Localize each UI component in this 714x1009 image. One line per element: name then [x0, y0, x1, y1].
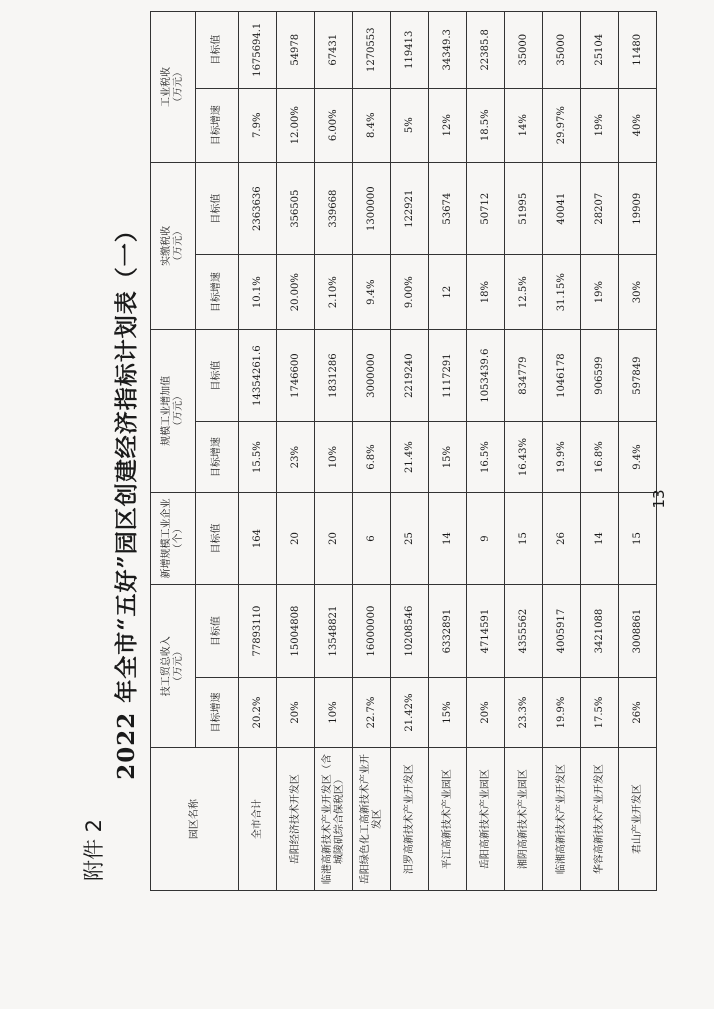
- table-cell: 25104: [581, 12, 619, 89]
- table-cell: 13548821: [315, 585, 353, 678]
- table-cell: 356505: [277, 162, 315, 255]
- header-group-tax: 实缴税收 （万元）: [151, 162, 196, 329]
- table-cell: 122921: [391, 162, 429, 255]
- header-group-industrial-tax: 工业税收 （万元）: [151, 12, 196, 163]
- table-cell: 1746600: [277, 329, 315, 422]
- table-cell: 35000: [505, 12, 543, 89]
- table-cell: 20.2%: [239, 677, 277, 747]
- table-row: [239, 12, 277, 891]
- header-value: 目标值: [196, 492, 239, 585]
- table-cell: 23.3%: [505, 677, 543, 747]
- table-cell: 34349.3: [429, 12, 467, 89]
- table-row: [353, 12, 391, 891]
- table-cell: 15004808: [277, 585, 315, 678]
- table-cell: 2219240: [391, 329, 429, 422]
- table-cell: 2363636: [239, 162, 277, 255]
- table-cell: 19.9%: [543, 422, 581, 492]
- table-row: [315, 12, 353, 891]
- table-cell: 26: [543, 492, 581, 585]
- table-cell: 19%: [581, 255, 619, 329]
- table-cell: 1046178: [543, 329, 581, 422]
- table-cell: 7.9%: [239, 88, 277, 162]
- header-growth: 目标增速: [196, 677, 239, 747]
- table-cell: 11480: [619, 12, 657, 89]
- table-cell: 77893110: [239, 585, 277, 678]
- park-name-cell: 平江高新技术产业园区: [429, 748, 467, 891]
- table-cell: 906599: [581, 329, 619, 422]
- header-group-revenue: 技工贸总收入 （万元）: [151, 585, 196, 748]
- table-cell: 8.4%: [353, 88, 391, 162]
- park-name-cell: 岳阳经济技术开发区: [277, 748, 315, 891]
- table-cell: 14: [429, 492, 467, 585]
- table-cell: 16.8%: [581, 422, 619, 492]
- table-cell: 22.7%: [353, 677, 391, 747]
- table-cell: 1117291: [429, 329, 467, 422]
- table-cell: 3000000: [353, 329, 391, 422]
- park-name-cell: 临湘高新技术产业开发区: [543, 748, 581, 891]
- table-cell: 1270553: [353, 12, 391, 89]
- park-name-cell: 岳阳高新技术产业园区: [467, 748, 505, 891]
- table-cell: 67431: [315, 12, 353, 89]
- table-row: [277, 12, 315, 891]
- header-park-name: 园区名称: [151, 748, 239, 891]
- table-cell: 14%: [505, 88, 543, 162]
- table-cell: 1053439.6: [467, 329, 505, 422]
- table-cell: 10.1%: [239, 255, 277, 329]
- table-cell: 29.97%: [543, 88, 581, 162]
- table-cell: 9.4%: [353, 255, 391, 329]
- table-cell: 6332891: [429, 585, 467, 678]
- table-cell: 40%: [619, 88, 657, 162]
- table-cell: 12%: [429, 88, 467, 162]
- table-row: [391, 12, 429, 891]
- table-cell: 6: [353, 492, 391, 585]
- table-cell: 19.9%: [543, 677, 581, 747]
- park-name-cell: 华容高新技术产业开发区: [581, 748, 619, 891]
- table-cell: 16.5%: [467, 422, 505, 492]
- table-cell: 18.5%: [467, 88, 505, 162]
- attachment-label: 附件 2: [82, 818, 106, 881]
- table-cell: 3008861: [619, 585, 657, 678]
- table-cell: 53674: [429, 162, 467, 255]
- table-cell: 19909: [619, 162, 657, 255]
- table-cell: 4714591: [467, 585, 505, 678]
- table-cell: 19%: [581, 88, 619, 162]
- header-value: 目标值: [196, 585, 239, 678]
- park-name-cell: 君山产业开发区: [619, 748, 657, 891]
- table-row: [505, 12, 543, 891]
- table-cell: 597849: [619, 329, 657, 422]
- table-cell: 12.00%: [277, 88, 315, 162]
- table-cell: 14: [581, 492, 619, 585]
- table-cell: 9.4%: [619, 422, 657, 492]
- table-cell: 26%: [619, 677, 657, 747]
- table-cell: 10208546: [391, 585, 429, 678]
- table-cell: 51995: [505, 162, 543, 255]
- table-cell: 40041: [543, 162, 581, 255]
- park-name-cell: 湘阴高新技术产业园区: [505, 748, 543, 891]
- table-cell: 31.15%: [543, 255, 581, 329]
- table-cell: 119413: [391, 12, 429, 89]
- table-cell: 18%: [467, 255, 505, 329]
- table-body: [239, 12, 657, 891]
- table-cell: 6.8%: [353, 422, 391, 492]
- header-group-new-enterprises: 新增规模工业企业 （个）: [151, 492, 196, 585]
- table-cell: 15%: [429, 677, 467, 747]
- table-row: [543, 12, 581, 891]
- table-cell: 54978: [277, 12, 315, 89]
- table-cell: 21.42%: [391, 677, 429, 747]
- economic-indicator-table: [150, 11, 657, 891]
- table-cell: 23%: [277, 422, 315, 492]
- table-cell: 22385.8: [467, 12, 505, 89]
- table-cell: 20.00%: [277, 255, 315, 329]
- table-cell: 25: [391, 492, 429, 585]
- table-cell: 28207: [581, 162, 619, 255]
- table-cell: 20: [277, 492, 315, 585]
- table-cell: 15: [619, 492, 657, 585]
- table-cell: 20%: [467, 677, 505, 747]
- header-value: 目标值: [196, 162, 239, 255]
- table-cell: 15%: [429, 422, 467, 492]
- table-cell: 17.5%: [581, 677, 619, 747]
- table-cell: 2.10%: [315, 255, 353, 329]
- table-cell: 16000000: [353, 585, 391, 678]
- table-cell: 4355562: [505, 585, 543, 678]
- header-value: 目标值: [196, 329, 239, 422]
- table-cell: 1831286: [315, 329, 353, 422]
- table-cell: 10%: [315, 677, 353, 747]
- table-cell: 3421088: [581, 585, 619, 678]
- table-cell: 164: [239, 492, 277, 585]
- park-name-cell: 岳阳绿色化工高新技术产业开发区: [353, 748, 391, 891]
- header-group-added-value: 规模工业增加值 （万元）: [151, 329, 196, 492]
- park-name-cell: 全市合计: [239, 748, 277, 891]
- table-cell: 12.5%: [505, 255, 543, 329]
- header-value: 目标值: [196, 12, 239, 89]
- table-cell: 834779: [505, 329, 543, 422]
- header-growth: 目标增速: [196, 88, 239, 162]
- table-cell: 50712: [467, 162, 505, 255]
- table-row: [619, 12, 657, 891]
- table-cell: 5%: [391, 88, 429, 162]
- header-growth: 目标增速: [196, 255, 239, 329]
- table-cell: 20%: [277, 677, 315, 747]
- table-cell: 10%: [315, 422, 353, 492]
- park-name-cell: 汨罗高新技术产业开发区: [391, 748, 429, 891]
- table-cell: 35000: [543, 12, 581, 89]
- header-growth: 目标增速: [196, 422, 239, 492]
- table-title: 2022 年全市“五好”园区创建经济指标计划表（一）: [113, 218, 140, 780]
- table-cell: 15.5%: [239, 422, 277, 492]
- table-cell: 12: [429, 255, 467, 329]
- table-cell: 9: [467, 492, 505, 585]
- table-row: [429, 12, 467, 891]
- table-cell: 15: [505, 492, 543, 585]
- table-cell: 16.43%: [505, 422, 543, 492]
- table-cell: 20: [315, 492, 353, 585]
- table-cell: 1300000: [353, 162, 391, 255]
- table-cell: 9.00%: [391, 255, 429, 329]
- table-row: [467, 12, 505, 891]
- table-cell: 6.00%: [315, 88, 353, 162]
- table-cell: 14354261.6: [239, 329, 277, 422]
- page-number: 13: [650, 489, 668, 509]
- table-cell: 1675694.1: [239, 12, 277, 89]
- table-cell: 339668: [315, 162, 353, 255]
- table-cell: 4005917: [543, 585, 581, 678]
- table-cell: 21.4%: [391, 422, 429, 492]
- table-row: [581, 12, 619, 891]
- table-cell: 30%: [619, 255, 657, 329]
- park-name-cell: 临港高新技术产业开发区（含城陵矶综合保税区）: [315, 748, 353, 891]
